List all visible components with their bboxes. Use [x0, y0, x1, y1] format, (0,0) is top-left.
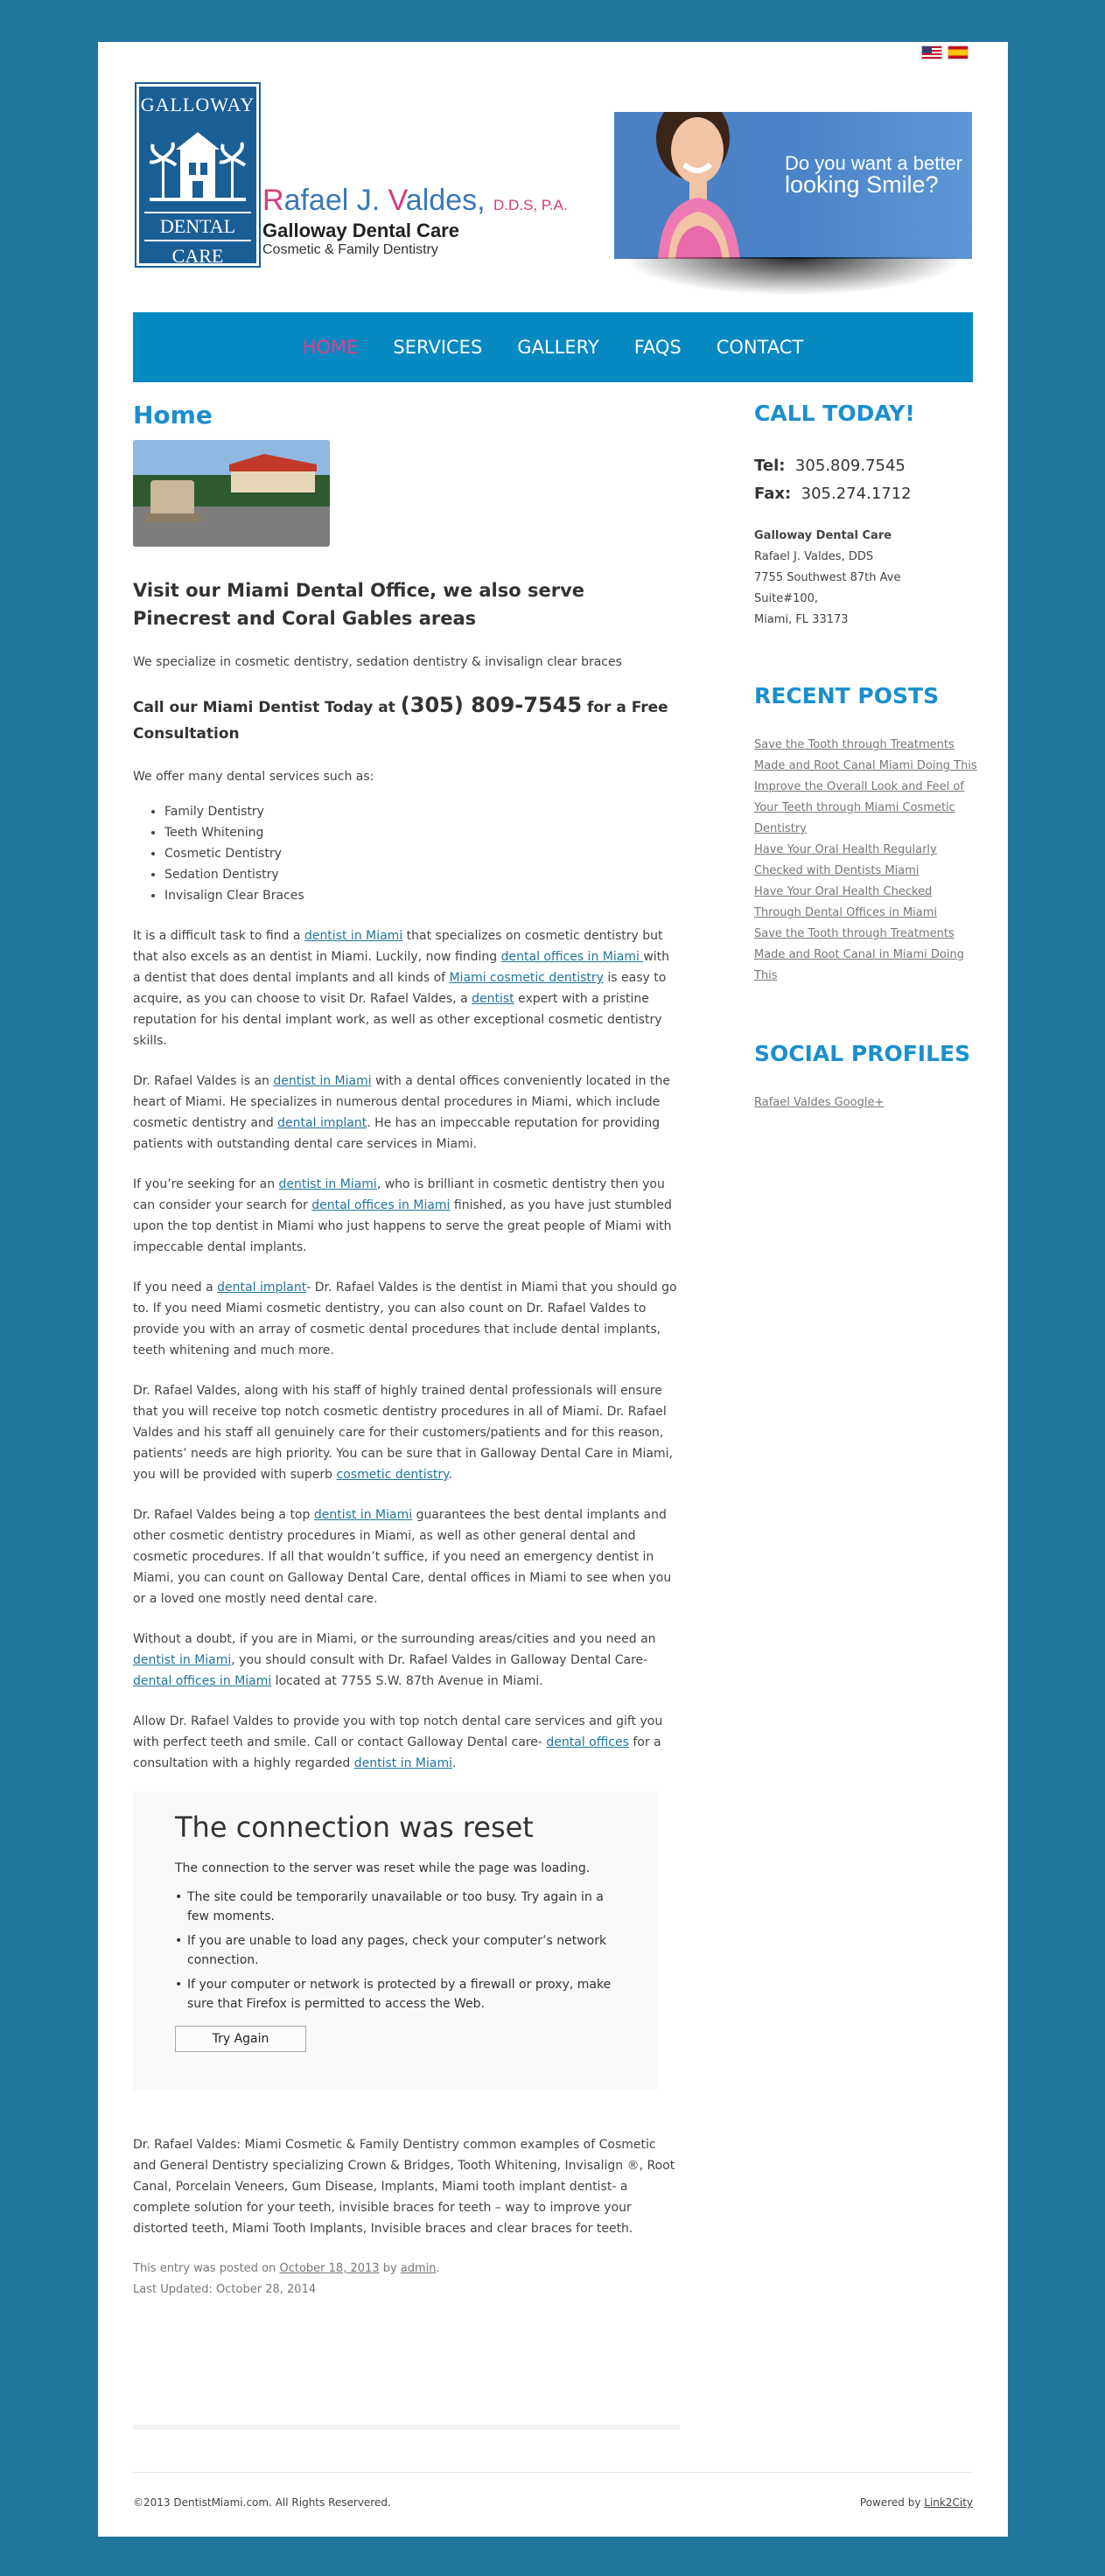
hero-question: Do you want a better looking Smile?	[785, 152, 963, 198]
link[interactable]: dentist in Miami	[133, 1653, 232, 1667]
office-photo	[133, 440, 330, 547]
link[interactable]: cosmetic dentistry	[336, 1468, 449, 1482]
link[interactable]: dental offices in Miami	[311, 1198, 451, 1212]
post-date-link[interactable]: October 18, 2013	[279, 2262, 380, 2275]
recent-post-link[interactable]: Have Your Oral Health Checked Through Dental Offices in Miami	[754, 885, 938, 919]
recent-post-link[interactable]: Improve the Overall Look and Feel of Your Teeth through Miami Cosmetic Dentistry	[754, 780, 964, 835]
logo-text-top: GALLOWAY	[140, 94, 255, 115]
link[interactable]: dentist in Miami	[313, 1508, 413, 1522]
link[interactable]: dental implant	[277, 1116, 367, 1130]
logo-text-middle: DENTAL	[144, 212, 251, 241]
google-plus-link[interactable]: Rafael Valdes Google+	[754, 1096, 885, 1109]
fax-number: 305.274.1712	[801, 485, 912, 503]
call-heading: Call our Miami Dentist Today at (305) 809-7545 for a Free Consultation	[133, 693, 668, 743]
nav-services[interactable]: SERVICES	[393, 337, 483, 358]
link[interactable]: Miami cosmetic dentistry	[449, 971, 604, 985]
connection-reset-frame	[133, 1791, 658, 2091]
clinic-tagline: Cosmetic & Family Dentistry	[262, 242, 438, 257]
error-title: The connection was reset	[175, 1811, 534, 1844]
main-heading: Visit our Miami Dental Office, we also serve Pinecrest and Coral Gables areas	[133, 580, 585, 629]
link[interactable]: dentist in Miami	[304, 929, 403, 943]
paragraph-1: It is a difficult task to find a dentist in Miami that specializes on cosmetic dentistry but that also excels as an dentist in Miami. Luckily, now finding dental offices in Miami with a dentist that does dental implants and all kinds of Miami cosmetic dentistry is easy to acquire, as you can choose to visit Dr. Rafael Valdes, a dentist expert with a pristine reputation for his dental implant work, as well as other exceptional cosmetic dentistry skills.	[133, 929, 670, 1048]
hero-banner	[614, 112, 972, 259]
link[interactable]: dentist in Miami	[273, 1074, 372, 1088]
address-line: Miami, FL 33173	[754, 613, 849, 626]
paragraph-2: Dr. Rafael Valdes is an dentist in Miami with a dental offices conveniently located in the heart of Miami. He specializes in numerous dental procedures in Miami, which include cosmetic dentistry and dental implant. He has an impeccable reputation for providing patients with outstanding dental care services in Miami.	[133, 1074, 670, 1151]
copyright-text: ©2013 DentistMiami.com. All Rights Reservered.	[133, 2496, 391, 2509]
recent-post-link[interactable]: Have Your Oral Health Regularly Checked with Dentists Miami	[754, 843, 937, 877]
entry-meta: This entry was posted on October 18, 2013 by admin. Last Updated: October 28, 2014	[133, 2258, 680, 2300]
nav-faqs[interactable]: FAQS	[633, 337, 682, 358]
smiling-woman-image	[649, 112, 745, 259]
nav-home[interactable]: HOME	[302, 337, 359, 358]
paragraph-4: If you need a dental implant- Dr. Rafael Valdes is the dentist in Miami that you should go to. If you need Miami cosmetic dentistry, you can also count on Dr. Rafael Valdes to provide you with an array of cosmetic dental procedures that include dental implants, teeth whitening and much more.	[133, 1281, 677, 1358]
language-flags	[921, 45, 969, 59]
footer	[133, 2496, 973, 2509]
list-item: • If you are unable to load any pages, check your computer’s network connection.	[175, 1931, 616, 1970]
tel-number: 305.809.7545	[794, 457, 906, 475]
main-nav	[133, 312, 973, 382]
recent-post-link[interactable]: Save the Tooth through Treatments Made and Root Canal Miami Doing This	[754, 738, 977, 772]
social-profiles-title: SOCIAL PROFILES	[754, 1041, 971, 1066]
content-divider	[133, 2425, 680, 2430]
services-list	[164, 801, 680, 906]
try-again-button[interactable]: Try Again	[175, 2026, 306, 2052]
page-container	[98, 42, 1008, 2537]
list-item: • Family Dentistry	[164, 801, 680, 822]
clinic-name: Galloway Dental Care	[262, 220, 459, 241]
paragraph-6: Dr. Rafael Valdes being a top dentist in Miami guarantees the best dental implants and other cosmetic dentistry procedures in Miami, as well as other general dental and cosmetic procedures. If all that wouldn’t suffice, if you need an emergency dentist in Miami, you can count on Galloway Dental Care, dental offices in Miami to see when you or a loved one mostly need dental care.	[133, 1508, 672, 1606]
list-item: • Teeth Whitening	[164, 822, 680, 843]
paragraph-3: If you’re seeking for an dentist in Miami, who is brilliant in cosmetic dentistry then you can consider your search for dental offices in Miami finished, as you have just stumbled upon the top dentist in Miami who just happens to serve the great people of Miami with impeccable dental implants.	[133, 1177, 672, 1254]
office-photo-image	[133, 440, 330, 547]
page-title: Home	[133, 401, 213, 429]
offer-text: We offer many dental services such as:	[133, 770, 374, 784]
address-name: Galloway Dental Care	[754, 529, 892, 542]
list-item: • Invisalign Clear Braces	[164, 885, 680, 906]
nav-gallery[interactable]: GALLERY	[517, 337, 599, 358]
error-list	[175, 1888, 616, 2014]
recent-posts-title: RECENT POSTS	[754, 683, 940, 709]
last-updated: Last Updated: October 28, 2014	[133, 2283, 317, 2296]
link[interactable]: dentist in Miami	[278, 1177, 377, 1191]
paragraph-8: Allow Dr. Rafael Valdes to provide you with top notch dental care services and gift you with perfect teeth and smile. Call or contact Galloway Dental care- dental offices for a consultation with a highly regarded dentist in Miami.	[133, 1714, 663, 1770]
call-today-title: CALL TODAY!	[754, 401, 915, 426]
social-profiles-list	[754, 1093, 977, 1113]
author-link[interactable]: admin	[400, 2262, 437, 2275]
hero-shadow	[623, 257, 963, 296]
link[interactable]: dental offices in Miami	[133, 1674, 272, 1688]
powered-by: Powered by Link2City	[859, 2496, 973, 2509]
link[interactable]: dental implant	[217, 1281, 307, 1295]
call-phone: (305) 809-7545	[400, 693, 583, 717]
powered-by-link[interactable]: Link2City	[924, 2496, 973, 2509]
footer-divider	[133, 2472, 973, 2473]
brand-block	[262, 184, 568, 258]
summary-text: Dr. Rafael Valdes: Miami Cosmetic & Family Dentistry common examples of Cosmetic and General Dentistry specializing Crown & Bridges, Tooth Whitening, Invisalign ®, Root Canal, Porcelain Veneers, Gum Disease, Implants, Miami tooth implant dentist- a complete solution for your teeth, invisible braces for teeth – way to improve your distorted teeth, Miami Tooth Implants, Invisible braces and clear braces for teeth.	[133, 2138, 675, 2236]
link[interactable]: dentist in Miami	[353, 1756, 453, 1770]
site-logo[interactable]	[136, 84, 259, 266]
list-item: • Sedation Dentistry	[164, 864, 680, 885]
sidebar	[754, 401, 977, 1113]
address-block	[754, 526, 977, 631]
error-description: The connection to the server was reset while the page was loading.	[175, 1861, 591, 1875]
list-item: • If your computer or network is protected by a firewall or proxy, make sure that Firefox is permitted to access the Web.	[175, 1975, 616, 2014]
main-content	[133, 401, 680, 2300]
doctor-name: Rafael J. Valdes, D.D.S, P.A.	[262, 184, 568, 217]
list-item: • The site could be temporarily unavailable or too busy. Try again in a few moments.	[175, 1888, 616, 1926]
paragraph-7: Without a doubt, if you are in Miami, or the surrounding areas/cities and you need an dentist in Miami, you should consult with Dr. Rafael Valdes in Galloway Dental Care- dental offices in Miami located at 7755 S.W. 87th Avenue in Miami.	[133, 1632, 656, 1688]
building-palm-icon	[150, 123, 246, 202]
list-item: • Cosmetic Dentistry	[164, 843, 680, 864]
es-flag-icon[interactable]	[948, 45, 969, 59]
address-line: Suite#100,	[754, 592, 819, 605]
nav-contact[interactable]: CONTACT	[716, 337, 804, 358]
address-line: 7755 Southwest 87th Ave	[754, 571, 901, 584]
fax-line: Fax: 305.274.1712	[754, 485, 912, 503]
tel-line: Tel: 305.809.7545	[754, 457, 906, 475]
recent-posts-list	[754, 735, 977, 987]
link[interactable]: dental offices in Miami	[500, 950, 644, 964]
logo-text-bottom: CARE	[171, 245, 224, 267]
address-line: Rafael J. Valdes, DDS	[754, 550, 874, 563]
link[interactable]: dentist	[472, 992, 514, 1006]
recent-post-link[interactable]: Save the Tooth through Treatments Made and Root Canal in Miami Doing This	[754, 927, 964, 982]
us-flag-icon[interactable]	[921, 45, 942, 59]
paragraph-5: Dr. Rafael Valdes, along with his staff of highly trained dental professionals will ensure that you will receive top notch cosmetic dentistry procedures in all of Miami. Dr. Rafael Valdes and his staff all genuinely care for their customers/patients and for this reason, patients’ needs are high priority. You can be sure that in Galloway Dental Care in Miami, you will be provided with superb cosmetic dentistry.	[133, 1384, 673, 1482]
link[interactable]: dental offices	[546, 1735, 629, 1749]
intro-text: We specialize in cosmetic dentistry, sedation dentistry & invisalign clear braces	[133, 655, 622, 669]
